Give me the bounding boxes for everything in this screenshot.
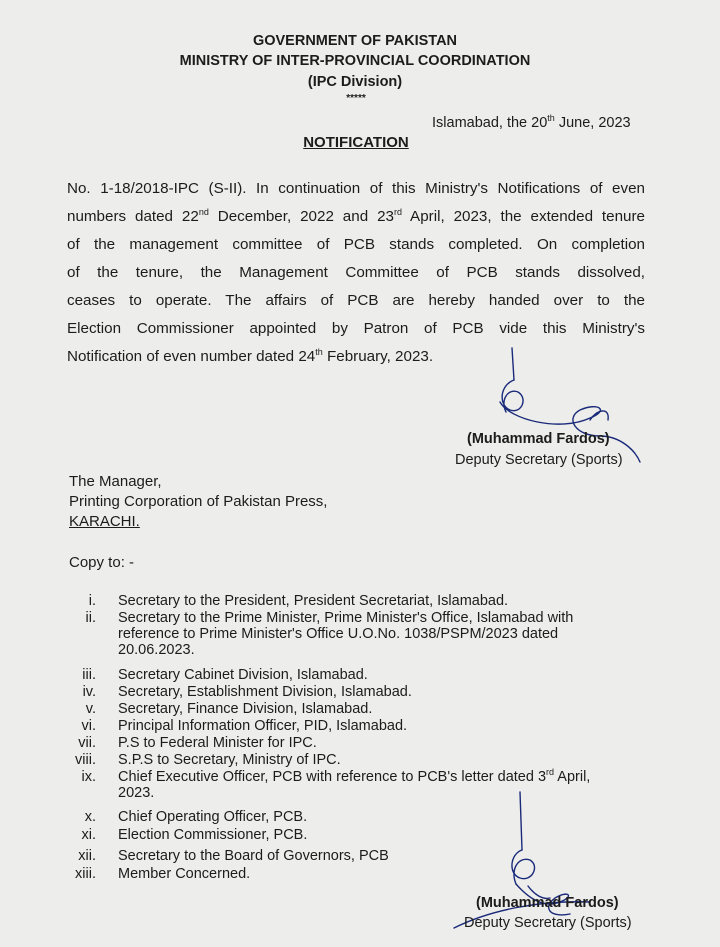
addressee-city: KARACHI. bbox=[69, 513, 140, 530]
addressee-block bbox=[69, 472, 327, 532]
body-line: Election Commissioner appointed by Patron of PCB vide this Ministry's bbox=[67, 320, 645, 337]
addressee-line: The Manager, bbox=[69, 473, 162, 490]
document-page: GOVERNMENT OF PAKISTAN MINISTRY OF INTER-PROVINCIAL COORDINATION (IPC Division) ***** Islamabad, the 20th June, 2023 NOTIFICATION No. 1-18/2018-IPC (S-II). In continuation of this Ministry's Notifications of even numbers dated 22nd December, 2022 and 23rd April, 2023, the extended tenure of the management committee of PCB stands completed. On completion of the tenure, the Management Committee of PCB stands dissolved, ceases to operate. The affairs of PCB are hereby handed over to the Election Commissioner appointed by Patron of PCB vide this Ministry's Notification of even number dated 24th February, 2023. (Muhammad Fardos) Deputy Secretary (Sports) The Manager, Printing Corporation of Pakistan Press, KARACHI. Copy to: - i. Secretary to the President, President Secretariat, Islamabad. ii. Secretary to the Prime Minister, Prime Minister's Office, Islamabad with reference to Prime Minister's Office U.O.No. 1038/PSPM/2023 dated 20.06.2023. iii. Secretary Cabinet Division, Islamabad. iv. Secretary, Establishment Division, Islamabad. v. Secretary, Finance Division, Islamabad. vi. Principal Information Officer, PID, Islamabad. vii. P.S to Federal Minister for IPC. viii. S.P.S to Secretary, Ministry of IPC. ix. Chief Executive Officer, PCB with reference to PCB's letter dated 3rd April, 2023. x. Chief Operating Officer, PCB. xi. Election Commissioner, PCB. xii. Secretary to the Board of Governors, PCB xiii. Member Concerned. (Muhammad Fardos) Deputy Secretary (Sports) bbox=[0, 0, 720, 947]
signatory-name-2: (Muhammad Fardos) bbox=[476, 895, 619, 911]
dateline: Islamabad, the 20th June, 2023 bbox=[432, 113, 631, 131]
body-line: ceases to operate. The affairs of PCB are hereby handed over to the bbox=[67, 292, 645, 309]
header-ministry: MINISTRY OF INTER-PROVINCIAL COORDINATION bbox=[179, 53, 531, 69]
signatory-name-1: (Muhammad Fardos) bbox=[467, 431, 610, 447]
notification-title: NOTIFICATION bbox=[303, 134, 409, 151]
body-line: No. 1-18/2018-IPC (S-II). In continuation of this Ministry's Notifications of even bbox=[67, 180, 645, 197]
signatory-designation-2: Deputy Secretary (Sports) bbox=[464, 915, 632, 931]
header-government: GOVERNMENT OF PAKISTAN bbox=[252, 33, 458, 49]
body-line: Notification of even number dated 24th February, 2023. bbox=[67, 346, 434, 365]
addressee-line: Printing Corporation of Pakistan Press, bbox=[69, 493, 328, 510]
body-line: of the tenure, the Management Committee of PCB stands dissolved, bbox=[67, 264, 645, 281]
header-stars: ***** bbox=[346, 93, 366, 104]
copy-to-label: Copy to: - bbox=[69, 554, 135, 571]
header-division: (IPC Division) bbox=[307, 74, 403, 90]
signatory-designation-1: Deputy Secretary (Sports) bbox=[455, 452, 623, 468]
body-line: numbers dated 22nd December, 2022 and 23rd April, 2023, the extended tenure bbox=[67, 206, 645, 225]
body-line: of the management committee of PCB stands completed. On completion bbox=[67, 236, 645, 253]
